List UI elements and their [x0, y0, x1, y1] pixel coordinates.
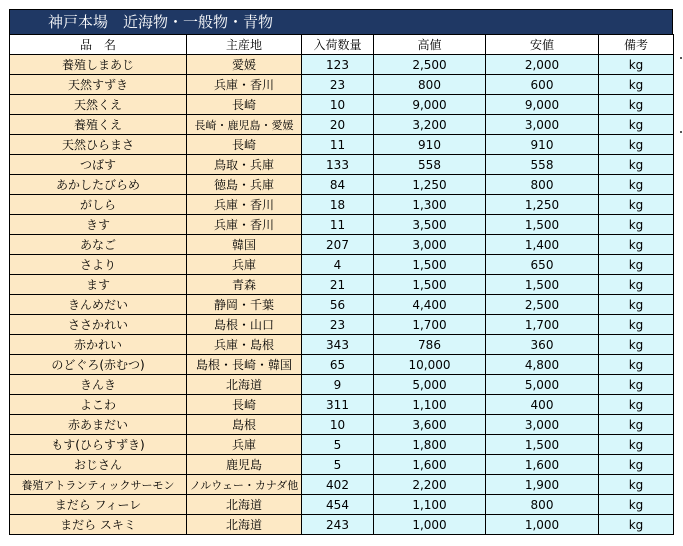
- cell-remarks: kg: [599, 95, 674, 115]
- table-row: [10, 415, 674, 435]
- cell-low-price: 800: [486, 175, 599, 195]
- cell-quantity: 10: [302, 95, 374, 115]
- cell-remarks: kg: [599, 115, 674, 135]
- cell-quantity: 10: [302, 415, 374, 435]
- cell-name: きんき: [10, 375, 187, 395]
- table-row: [10, 95, 674, 115]
- cell-name: まだら フィーレ: [10, 495, 187, 515]
- cell-high-price: 2,200: [374, 475, 486, 495]
- cell-origin: 長崎・鹿児島・愛媛: [187, 115, 302, 135]
- edge-mark-bottom: [680, 131, 682, 133]
- cell-quantity: 11: [302, 215, 374, 235]
- cell-origin: 北海道: [187, 375, 302, 395]
- table-row: [10, 75, 674, 95]
- cell-low-price: 1,000: [486, 515, 599, 535]
- cell-low-price: 1,900: [486, 475, 599, 495]
- cell-origin: 兵庫・香川: [187, 75, 302, 95]
- cell-low-price: 1,250: [486, 195, 599, 215]
- cell-origin: 兵庫: [187, 255, 302, 275]
- cell-high-price: 1,100: [374, 495, 486, 515]
- cell-origin: 青森: [187, 275, 302, 295]
- cell-high-price: 5,000: [374, 375, 486, 395]
- cell-name: 天然くえ: [10, 95, 187, 115]
- header-high-price: 高値: [374, 35, 486, 55]
- cell-quantity: 18: [302, 195, 374, 215]
- cell-high-price: 1,800: [374, 435, 486, 455]
- cell-name: ます: [10, 275, 187, 295]
- cell-quantity: 21: [302, 275, 374, 295]
- table-row: [10, 515, 674, 535]
- table-row: [10, 235, 674, 255]
- cell-name: あなご: [10, 235, 187, 255]
- cell-low-price: 910: [486, 135, 599, 155]
- cell-low-price: 1,500: [486, 275, 599, 295]
- cell-high-price: 3,600: [374, 415, 486, 435]
- cell-name: もす(ひらすずき): [10, 435, 187, 455]
- cell-high-price: 558: [374, 155, 486, 175]
- header-origin: 主産地: [187, 35, 302, 55]
- cell-quantity: 11: [302, 135, 374, 155]
- cell-quantity: 402: [302, 475, 374, 495]
- cell-quantity: 5: [302, 455, 374, 475]
- edge-mark-top: [680, 57, 682, 59]
- cell-remarks: kg: [599, 315, 674, 335]
- cell-name: さより: [10, 255, 187, 275]
- table-row: [10, 375, 674, 395]
- cell-low-price: 360: [486, 335, 599, 355]
- cell-high-price: 1,000: [374, 515, 486, 535]
- cell-name: 養殖しまあじ: [10, 55, 187, 75]
- cell-quantity: 9: [302, 375, 374, 395]
- cell-origin: 兵庫・島根: [187, 335, 302, 355]
- cell-name: きんめだい: [10, 295, 187, 315]
- cell-origin: 鹿児島: [187, 455, 302, 475]
- cell-low-price: 600: [486, 75, 599, 95]
- cell-remarks: kg: [599, 475, 674, 495]
- table-row: [10, 475, 674, 495]
- cell-low-price: 3,000: [486, 415, 599, 435]
- cell-low-price: 1,500: [486, 215, 599, 235]
- cell-origin: 長崎: [187, 135, 302, 155]
- table-row: [10, 355, 674, 375]
- cell-high-price: 10,000: [374, 355, 486, 375]
- cell-high-price: 1,700: [374, 315, 486, 335]
- cell-name: 天然すずき: [10, 75, 187, 95]
- cell-origin: 静岡・千葉: [187, 295, 302, 315]
- cell-origin: 北海道: [187, 515, 302, 535]
- table-row: [10, 155, 674, 175]
- sheet-title: 神戸本場 近海物・一般物・青物: [9, 9, 673, 34]
- cell-high-price: 1,500: [374, 275, 486, 295]
- cell-quantity: 123: [302, 55, 374, 75]
- cell-remarks: kg: [599, 495, 674, 515]
- cell-high-price: 1,600: [374, 455, 486, 475]
- cell-high-price: 2,500: [374, 55, 486, 75]
- cell-name: 赤かれい: [10, 335, 187, 355]
- cell-low-price: 4,800: [486, 355, 599, 375]
- table-row: [10, 215, 674, 235]
- cell-quantity: 4: [302, 255, 374, 275]
- cell-name: つばす: [10, 155, 187, 175]
- cell-origin: 兵庫・香川: [187, 215, 302, 235]
- cell-low-price: 1,400: [486, 235, 599, 255]
- cell-low-price: 650: [486, 255, 599, 275]
- cell-name: 養殖アトランティックサーモン: [10, 475, 187, 495]
- cell-low-price: 5,000: [486, 375, 599, 395]
- cell-name: 天然ひらまさ: [10, 135, 187, 155]
- cell-high-price: 1,300: [374, 195, 486, 215]
- cell-remarks: kg: [599, 435, 674, 455]
- cell-quantity: 343: [302, 335, 374, 355]
- cell-name: ささかれい: [10, 315, 187, 335]
- cell-name: おじさん: [10, 455, 187, 475]
- cell-origin: 韓国: [187, 235, 302, 255]
- cell-quantity: 243: [302, 515, 374, 535]
- table-row: [10, 495, 674, 515]
- cell-quantity: 65: [302, 355, 374, 375]
- cell-name: あかしたびらめ: [10, 175, 187, 195]
- cell-quantity: 454: [302, 495, 374, 515]
- header-row: [10, 35, 674, 55]
- cell-quantity: 20: [302, 115, 374, 135]
- cell-remarks: kg: [599, 515, 674, 535]
- cell-remarks: kg: [599, 335, 674, 355]
- header-remarks: 備考: [599, 35, 674, 55]
- table-row: [10, 195, 674, 215]
- cell-remarks: kg: [599, 295, 674, 315]
- cell-remarks: kg: [599, 135, 674, 155]
- cell-name: のどぐろ(赤むつ): [10, 355, 187, 375]
- price-sheet: [9, 9, 673, 535]
- table-row: [10, 55, 674, 75]
- table-row: [10, 295, 674, 315]
- cell-origin: 島根・長崎・韓国: [187, 355, 302, 375]
- cell-low-price: 1,700: [486, 315, 599, 335]
- header-low-price: 安値: [486, 35, 599, 55]
- cell-remarks: kg: [599, 235, 674, 255]
- cell-low-price: 9,000: [486, 95, 599, 115]
- table-row: [10, 255, 674, 275]
- table-row: [10, 275, 674, 295]
- cell-quantity: 84: [302, 175, 374, 195]
- cell-quantity: 5: [302, 435, 374, 455]
- cell-origin: 島根: [187, 415, 302, 435]
- cell-low-price: 2,500: [486, 295, 599, 315]
- header-quantity: 入荷数量: [302, 35, 374, 55]
- cell-high-price: 3,000: [374, 235, 486, 255]
- table-row: [10, 435, 674, 455]
- cell-remarks: kg: [599, 455, 674, 475]
- cell-high-price: 910: [374, 135, 486, 155]
- cell-high-price: 1,500: [374, 255, 486, 275]
- table-row: [10, 135, 674, 155]
- cell-origin: 島根・山口: [187, 315, 302, 335]
- cell-remarks: kg: [599, 215, 674, 235]
- cell-low-price: 800: [486, 495, 599, 515]
- cell-name: がしら: [10, 195, 187, 215]
- cell-low-price: 400: [486, 395, 599, 415]
- cell-remarks: kg: [599, 275, 674, 295]
- cell-high-price: 800: [374, 75, 486, 95]
- cell-low-price: 3,000: [486, 115, 599, 135]
- cell-quantity: 23: [302, 75, 374, 95]
- cell-low-price: 1,500: [486, 435, 599, 455]
- cell-origin: 長崎: [187, 95, 302, 115]
- table-row: [10, 335, 674, 355]
- cell-remarks: kg: [599, 375, 674, 395]
- cell-name: まだら スキミ: [10, 515, 187, 535]
- cell-high-price: 3,500: [374, 215, 486, 235]
- cell-high-price: 4,400: [374, 295, 486, 315]
- cell-remarks: kg: [599, 175, 674, 195]
- cell-remarks: kg: [599, 155, 674, 175]
- cell-name: よこわ: [10, 395, 187, 415]
- cell-remarks: kg: [599, 355, 674, 375]
- cell-remarks: kg: [599, 55, 674, 75]
- cell-remarks: kg: [599, 195, 674, 215]
- table-row: [10, 395, 674, 415]
- cell-origin: 徳島・兵庫: [187, 175, 302, 195]
- cell-remarks: kg: [599, 415, 674, 435]
- cell-low-price: 2,000: [486, 55, 599, 75]
- cell-low-price: 558: [486, 155, 599, 175]
- cell-origin: 長崎: [187, 395, 302, 415]
- cell-remarks: kg: [599, 255, 674, 275]
- table-row: [10, 315, 674, 335]
- header-name: 品 名: [10, 35, 187, 55]
- table-row: [10, 455, 674, 475]
- cell-origin: ノルウェー・カナダ他: [187, 475, 302, 495]
- cell-quantity: 56: [302, 295, 374, 315]
- cell-origin: 兵庫・香川: [187, 195, 302, 215]
- cell-quantity: 207: [302, 235, 374, 255]
- cell-high-price: 1,100: [374, 395, 486, 415]
- cell-name: きす: [10, 215, 187, 235]
- cell-high-price: 3,200: [374, 115, 486, 135]
- cell-origin: 北海道: [187, 495, 302, 515]
- cell-quantity: 133: [302, 155, 374, 175]
- cell-name: 赤あまだい: [10, 415, 187, 435]
- cell-quantity: 23: [302, 315, 374, 335]
- cell-high-price: 786: [374, 335, 486, 355]
- table-row: [10, 115, 674, 135]
- cell-origin: 兵庫: [187, 435, 302, 455]
- cell-remarks: kg: [599, 75, 674, 95]
- cell-origin: 鳥取・兵庫: [187, 155, 302, 175]
- cell-quantity: 311: [302, 395, 374, 415]
- cell-high-price: 9,000: [374, 95, 486, 115]
- cell-high-price: 1,250: [374, 175, 486, 195]
- cell-low-price: 1,600: [486, 455, 599, 475]
- cell-origin: 愛媛: [187, 55, 302, 75]
- cell-remarks: kg: [599, 395, 674, 415]
- table-row: [10, 175, 674, 195]
- price-table: [9, 34, 674, 535]
- cell-name: 養殖くえ: [10, 115, 187, 135]
